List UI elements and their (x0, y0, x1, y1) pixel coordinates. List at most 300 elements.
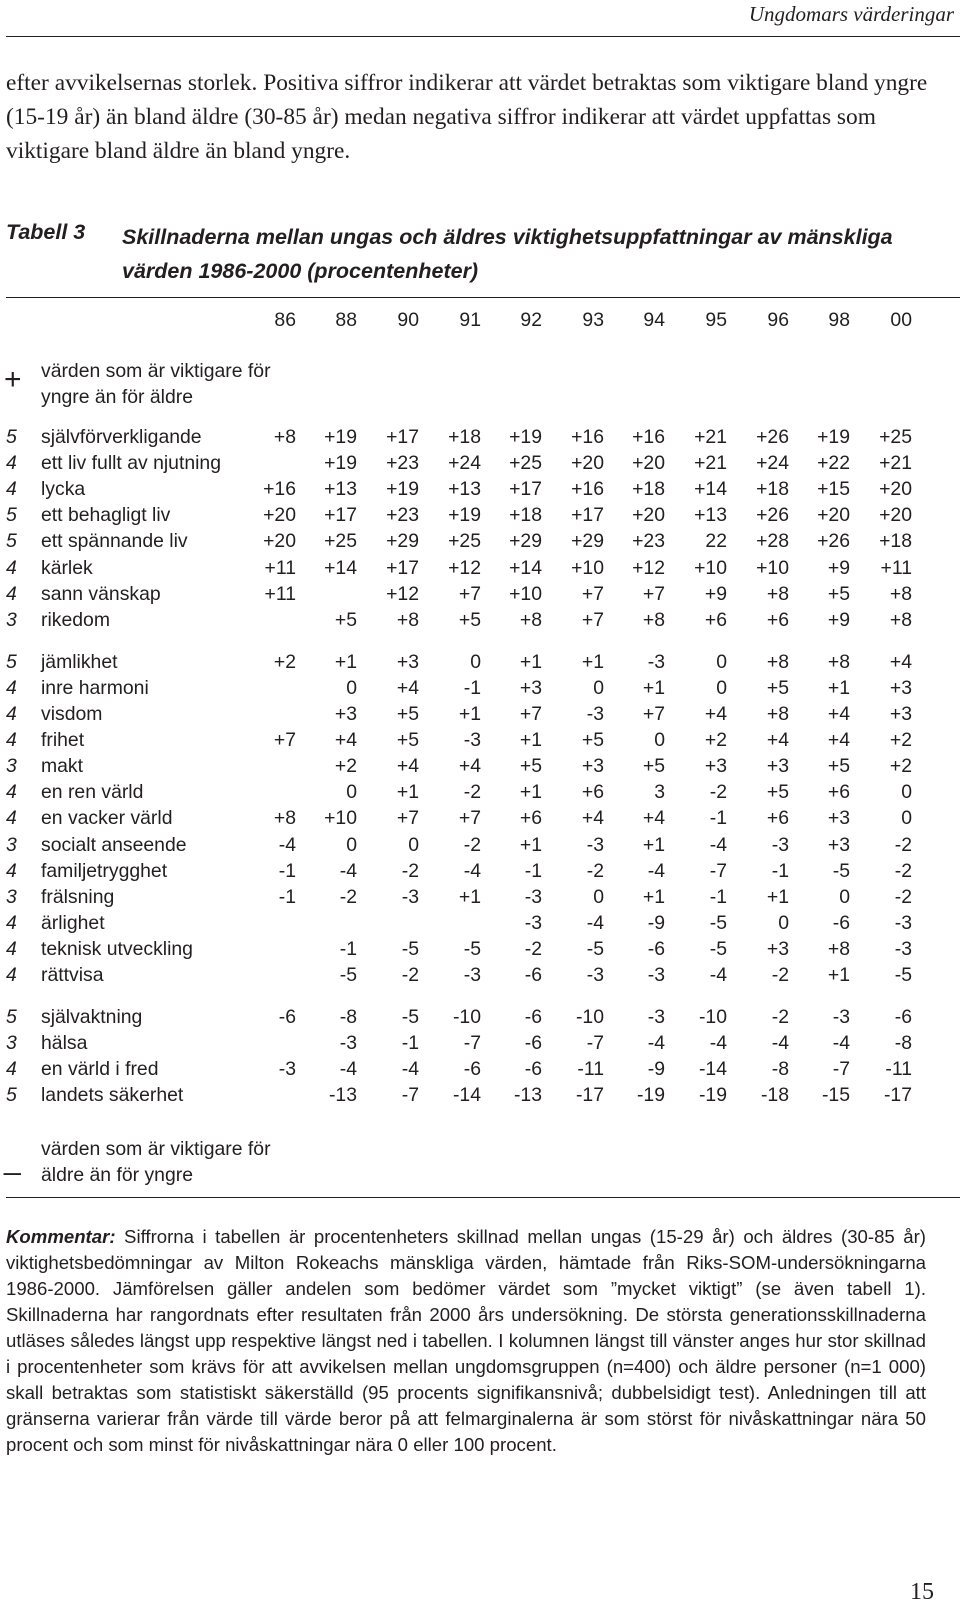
table-row (0, 555, 960, 581)
value-label: familjetrygghet (41, 859, 168, 882)
table-cell: -18 (760, 1084, 789, 1107)
table-cell: +1 (519, 650, 542, 673)
table-cell: +22 (817, 452, 850, 475)
table-cell: -11 (577, 1058, 604, 1081)
table-row (0, 581, 960, 607)
table-row (0, 450, 960, 476)
table-row (0, 884, 960, 910)
value-label: ett spännande liv (41, 530, 188, 553)
table-cell: +6 (827, 781, 850, 804)
value-label: socialt anseende (41, 833, 187, 856)
table-cell: +5 (334, 608, 357, 631)
table-cell: -5 (401, 1006, 419, 1029)
table-cell: -1 (339, 937, 357, 960)
table-cell: +18 (756, 478, 789, 501)
table-cell: +23 (386, 452, 419, 475)
table-cell: -3 (586, 703, 604, 725)
table-row (0, 476, 960, 502)
table-cell: +1 (581, 650, 604, 673)
table-cell: +21 (694, 426, 727, 448)
table-cell: +9 (704, 582, 727, 605)
table-cell: -6 (524, 964, 542, 986)
table-cell: -2 (401, 859, 419, 882)
table-cell: +4 (396, 755, 419, 778)
table-cell: +9 (827, 556, 850, 579)
table-cell: +1 (642, 885, 665, 908)
table-cell: +3 (519, 676, 542, 699)
year-header-cell: 93 (582, 309, 604, 331)
table-cell: +13 (694, 504, 727, 527)
table-cell: +1 (642, 676, 665, 699)
table-cell: +6 (766, 807, 789, 830)
table-cell: +16 (571, 478, 604, 501)
table-cell: -3 (524, 911, 542, 934)
table-cell: +7 (458, 582, 481, 605)
table-cell: +6 (519, 807, 542, 830)
table-cell: -5 (401, 937, 419, 960)
table-cell: -4 (463, 859, 481, 882)
table-cell: +7 (273, 729, 296, 752)
table-cell: +5 (396, 729, 419, 752)
table-cell: -7 (586, 1032, 604, 1055)
table-cell: +1 (827, 676, 850, 699)
significance-threshold: 4 (6, 729, 17, 752)
value-label: landets säkerhet (41, 1084, 184, 1107)
table-cell: +17 (509, 478, 542, 501)
significance-threshold: 3 (6, 608, 17, 631)
table-cell: -2 (339, 885, 357, 908)
table-cell: +1 (519, 781, 542, 804)
table-cell: -2 (709, 781, 727, 804)
table-cell: +1 (766, 885, 789, 908)
table-cell: +20 (879, 504, 912, 527)
table-cell: +4 (827, 703, 850, 725)
table-cell: +21 (879, 452, 912, 475)
value-label: ett liv fullt av njutning (41, 452, 221, 475)
table-cell: +3 (889, 676, 912, 699)
table-cell: -7 (401, 1084, 419, 1107)
significance-threshold: 4 (6, 556, 17, 579)
table-cell: +16 (571, 426, 604, 448)
table-cell: +18 (448, 426, 481, 448)
significance-threshold: 4 (6, 676, 17, 699)
value-label: inre harmoni (41, 676, 149, 699)
table-cell: -9 (647, 911, 665, 934)
table-cell: -6 (832, 911, 850, 934)
table-cell: -4 (832, 1032, 850, 1055)
running-header: Ungdomars värderingar (748, 2, 954, 26)
table-cell: +8 (519, 608, 542, 631)
table-top-rule (6, 297, 960, 298)
table-cell: +23 (386, 504, 419, 527)
table-cell: -3 (463, 964, 481, 986)
value-label: frihet (41, 729, 85, 752)
table-cell: -5 (709, 937, 727, 960)
table-row (0, 528, 960, 554)
table-cell: +3 (827, 807, 850, 830)
table-cell: -2 (463, 833, 481, 856)
table-cell: +7 (396, 807, 419, 830)
plus-legend: värden som är viktigare för yngre än för äldre (41, 360, 271, 408)
table-row (0, 936, 960, 962)
table-cell: -1 (463, 676, 481, 699)
table-cell: -2 (894, 885, 912, 908)
table-cell: 0 (716, 676, 727, 699)
table-cell: 22 (705, 530, 727, 553)
table-cell: +2 (273, 650, 296, 673)
table-cell: -10 (452, 1006, 481, 1029)
table-cell: 0 (716, 650, 727, 673)
value-label: rättvisa (41, 964, 104, 986)
table-cell: +4 (704, 703, 727, 725)
table-cell: 0 (408, 833, 419, 856)
table-cell: +11 (264, 582, 296, 605)
table-cell: 0 (901, 781, 912, 804)
table-cell: -3 (524, 885, 542, 908)
year-header-cell: 94 (643, 309, 665, 331)
table-cell: -4 (709, 833, 727, 856)
table-cell: +24 (448, 452, 481, 475)
table-cell: -10 (575, 1006, 604, 1029)
table-cell: -3 (278, 1058, 296, 1081)
table-cell: +3 (581, 755, 604, 778)
table-cell: +19 (509, 426, 542, 448)
table-cell: 0 (470, 650, 481, 673)
intro-paragraph (6, 66, 956, 168)
table-cell: -3 (586, 833, 604, 856)
table-row (0, 962, 960, 988)
table-cell: +17 (386, 426, 419, 448)
table-cell: -3 (894, 911, 912, 934)
value-label: frälsning (41, 885, 115, 908)
table-row (0, 779, 960, 805)
value-label: teknisk utveckling (41, 937, 193, 960)
table-cell: 0 (346, 676, 357, 699)
table-cell: +8 (642, 608, 665, 631)
table-cell: -6 (524, 1058, 542, 1081)
significance-threshold: 3 (6, 755, 17, 778)
table-cell: -5 (894, 964, 912, 986)
table-cell: +10 (571, 556, 604, 579)
value-label: makt (41, 755, 84, 778)
table-cell: -2 (463, 781, 481, 804)
table-cell: +18 (632, 478, 665, 501)
table-cell: +20 (263, 504, 296, 527)
table-cell: +29 (386, 530, 419, 553)
significance-threshold: 5 (6, 504, 17, 527)
significance-threshold: 4 (6, 582, 17, 605)
value-label: hälsa (41, 1032, 88, 1055)
table-cell: -4 (647, 859, 665, 882)
table-cell: -19 (698, 1084, 727, 1107)
table-row (0, 1082, 960, 1108)
table-cell: +19 (386, 478, 419, 501)
table-cell: +14 (509, 556, 542, 579)
minus-legend: värden som är viktigare för äldre än för yngre (41, 1138, 271, 1186)
table-row (0, 649, 960, 675)
table-cell: +17 (324, 504, 357, 527)
year-header-cell: 95 (705, 309, 727, 331)
table-cell: +9 (827, 608, 850, 631)
table-cell: -10 (698, 1006, 727, 1029)
significance-threshold: 4 (6, 807, 17, 830)
page-number: 15 (910, 1579, 934, 1605)
table-cell: +5 (827, 755, 850, 778)
table-cell: -2 (894, 833, 912, 856)
table-cell: -2 (586, 859, 604, 882)
table-cell: 0 (346, 833, 357, 856)
table-cell: +24 (756, 452, 789, 475)
table-row (0, 727, 960, 753)
table-cell: +4 (642, 807, 665, 830)
value-label: rikedom (41, 608, 110, 631)
table-cell: +1 (334, 650, 357, 673)
table-cell: -1 (278, 885, 296, 908)
table-cell: +8 (827, 937, 850, 960)
significance-threshold: 4 (6, 964, 17, 986)
table-cell: -19 (636, 1084, 665, 1107)
table-cell: +25 (879, 426, 912, 448)
table-row (0, 607, 960, 633)
table-cell: +19 (324, 426, 357, 448)
table-cell: +3 (766, 755, 789, 778)
table-cell: -4 (771, 1032, 789, 1055)
significance-threshold: 4 (6, 478, 17, 501)
table-row (0, 675, 960, 701)
table-cell: +5 (581, 729, 604, 752)
table-cell: -11 (885, 1058, 912, 1081)
table-cell: 0 (654, 729, 665, 752)
table-cell: -7 (709, 859, 727, 882)
table-cell: +3 (827, 833, 850, 856)
table-cell: +10 (694, 556, 727, 579)
significance-threshold: 4 (6, 911, 17, 934)
year-header-cell: 90 (397, 309, 419, 331)
significance-threshold: 4 (6, 703, 17, 725)
value-label: en ren värld (41, 781, 144, 804)
table-cell: +14 (324, 556, 357, 579)
table-caption-label: Tabell 3 (6, 220, 86, 244)
table-cell: -8 (771, 1058, 789, 1081)
table-cell: +6 (704, 608, 727, 631)
significance-threshold: 5 (6, 650, 17, 673)
table-cell: -1 (709, 807, 727, 830)
intro-text: efter avvikelsernas storlek. Positiva siffror indikerar att värdet betraktas som viktigare bland yngre (15-19 år) än bland äldre (30-85 år) medan negativa siffror indikerar att värdet uppfattas som viktigare bland äldre än bland yngre. (6, 70, 928, 164)
table-cell: +8 (827, 650, 850, 673)
table-cell: -3 (586, 964, 604, 986)
table-cell: +10 (509, 582, 542, 605)
comment-paragraph (6, 1224, 926, 1458)
table-cell: +13 (324, 478, 357, 501)
year-header-cell: 91 (459, 309, 481, 331)
table-cell: -4 (586, 911, 604, 934)
significance-threshold: 4 (6, 1058, 17, 1081)
table-cell: +20 (817, 504, 850, 527)
table-cell: +4 (889, 650, 912, 673)
table-cell: +11 (880, 556, 912, 579)
table-cell: +3 (889, 703, 912, 725)
minus-sign: _ (4, 1143, 21, 1176)
table-cell: -1 (524, 859, 542, 882)
table-cell: -6 (463, 1058, 481, 1081)
table-cell: +11 (264, 556, 296, 579)
value-label: visdom (41, 703, 103, 725)
table-cell: +10 (756, 556, 789, 579)
table-cell: +25 (324, 530, 357, 553)
significance-threshold: 5 (6, 1084, 17, 1107)
table-cell: +5 (519, 755, 542, 778)
year-header-cell: 98 (828, 309, 850, 331)
table-cell: +1 (396, 781, 419, 804)
table-cell: -13 (328, 1084, 357, 1107)
table-row (0, 1030, 960, 1056)
table-cell: +7 (458, 807, 481, 830)
table-cell: +20 (263, 530, 296, 553)
table-cell: 0 (346, 781, 357, 804)
year-header-cell: 86 (274, 309, 296, 331)
table-cell: -1 (709, 885, 727, 908)
table-row (0, 805, 960, 831)
table-cell: +12 (386, 582, 419, 605)
table-cell: +1 (458, 885, 481, 908)
table-cell: -1 (401, 1032, 419, 1055)
table-cell: +25 (448, 530, 481, 553)
table-cell: +7 (642, 703, 665, 725)
comment-text: Siffrorna i tabellen är procentenheters skillnad mellan ungas (15-29 år) och äldres (30-85 år) viktighetsbedömningar av Milton Rokeachs mänskliga värden, hämtade från Riks-SOM-undersökningarna 1986-2000. Jämförelsen gäller andelen som bedömer värdet som ”mycket viktigt” (se även tabell 1). Skillnaderna har rangordnats efter resultaten från 2000 års undersökning. De största generationsskillnaderna utläses således längst upp respektive längst ned i tabellen. I kolumnen längst till vänster anges hur stor skillnad i procentenheter som krävs för att avvikelsen mellan ungdomsgruppen (n=400) och äldre personer (n=1 000) skall betraktas som statistiskt säkerställd (95 procents signifikansnivå; dubbelsidigt test). Anledningen till att gränserna varierar från värde till värde beror på att felmarginalerna är som störst för nivåskattningar nära 50 procent och som minst för nivåskattningar nära 0 eller 100 procent. (6, 1226, 926, 1455)
table-cell: +20 (632, 452, 665, 475)
table-cell: +12 (448, 556, 481, 579)
table-cell: -17 (575, 1084, 604, 1107)
table-cell: -3 (339, 1032, 357, 1055)
table-cell: +18 (509, 504, 542, 527)
table-cell: +4 (334, 729, 357, 752)
significance-threshold: 3 (6, 1032, 17, 1055)
table-cell: -6 (524, 1006, 542, 1029)
table-cell: -2 (894, 859, 912, 882)
table-cell: -4 (709, 964, 727, 986)
table-cell: +8 (766, 650, 789, 673)
table-cell: +17 (386, 556, 419, 579)
table-row (0, 910, 960, 936)
table-cell: +4 (827, 729, 850, 752)
table-cell: 0 (839, 885, 850, 908)
table-cell: -9 (647, 1058, 665, 1081)
significance-threshold: 3 (6, 885, 17, 908)
table-cell: +1 (827, 964, 850, 986)
table-cell: -3 (894, 937, 912, 960)
table-cell: -4 (339, 1058, 357, 1081)
table-cell: +6 (766, 608, 789, 631)
table-cell: +19 (817, 426, 850, 448)
table-cell: +4 (766, 729, 789, 752)
table-cell: +16 (263, 478, 296, 501)
table-cell: -1 (771, 859, 789, 882)
table-cell: -3 (647, 650, 665, 673)
table-cell: +14 (694, 478, 727, 501)
table-cell: -3 (832, 1006, 850, 1029)
table-cell: 0 (778, 911, 789, 934)
table-cell: -5 (709, 911, 727, 934)
table-row (0, 858, 960, 884)
table-row (0, 701, 960, 727)
table-cell: +2 (334, 755, 357, 778)
table-cell: -2 (771, 964, 789, 986)
year-header-cell: 88 (335, 309, 357, 331)
table-cell: +26 (817, 530, 850, 553)
table-cell: +17 (571, 504, 604, 527)
significance-threshold: 5 (6, 530, 17, 553)
significance-threshold: 4 (6, 859, 17, 882)
table-cell: +19 (324, 452, 357, 475)
year-header-cell: 92 (520, 309, 542, 331)
table-cell: +2 (889, 755, 912, 778)
table-cell: -4 (339, 859, 357, 882)
table-row (0, 424, 960, 450)
table-cell: +7 (581, 608, 604, 631)
value-label: kärlek (41, 556, 93, 579)
header-rule (6, 36, 960, 37)
significance-threshold: 4 (6, 937, 17, 960)
value-label: en värld i fred (41, 1058, 159, 1081)
table-row (0, 832, 960, 858)
value-label: jämlikhet (41, 650, 118, 673)
table-cell: -6 (278, 1006, 296, 1029)
table-cell: +8 (273, 807, 296, 830)
table-cell: -4 (278, 833, 296, 856)
table-cell: +5 (766, 676, 789, 699)
table-cell: -4 (647, 1032, 665, 1055)
table-row (0, 1056, 960, 1082)
table-cell: +1 (519, 729, 542, 752)
table-cell: +4 (396, 676, 419, 699)
table-cell: -3 (463, 729, 481, 752)
table-cell: +7 (642, 582, 665, 605)
table-cell: -6 (894, 1006, 912, 1029)
table-cell: +3 (334, 703, 357, 725)
table-cell: -13 (513, 1084, 542, 1107)
table-cell: -2 (524, 937, 542, 960)
table-cell: -8 (894, 1032, 912, 1055)
table-cell: +3 (766, 937, 789, 960)
table-cell: +25 (509, 452, 542, 475)
value-label: ett behagligt liv (41, 504, 171, 527)
table-cell: -5 (832, 859, 850, 882)
table-cell: +26 (756, 504, 789, 527)
significance-threshold: 3 (6, 833, 17, 856)
table-cell: +8 (396, 608, 419, 631)
table-cell: +7 (519, 703, 542, 725)
table-cell: +6 (581, 781, 604, 804)
table-cell: +23 (632, 530, 665, 553)
table-cell: +1 (519, 833, 542, 856)
table-cell: +20 (879, 478, 912, 501)
table-cell: +3 (396, 650, 419, 673)
table-cell: -15 (821, 1084, 850, 1107)
table-cell: -8 (339, 1006, 357, 1029)
table-cell: -17 (883, 1084, 912, 1107)
table-cell: +19 (448, 504, 481, 527)
significance-threshold: 5 (6, 426, 17, 448)
table-cell: +5 (458, 608, 481, 631)
table-row (0, 753, 960, 779)
table-cell: +15 (817, 478, 850, 501)
table-cell: -3 (647, 1006, 665, 1029)
table-cell: +26 (756, 426, 789, 448)
table-cell: -2 (771, 1006, 789, 1029)
significance-threshold: 5 (6, 1006, 17, 1029)
value-label: sann vänskap (41, 582, 161, 605)
table-cell: +18 (879, 530, 912, 553)
